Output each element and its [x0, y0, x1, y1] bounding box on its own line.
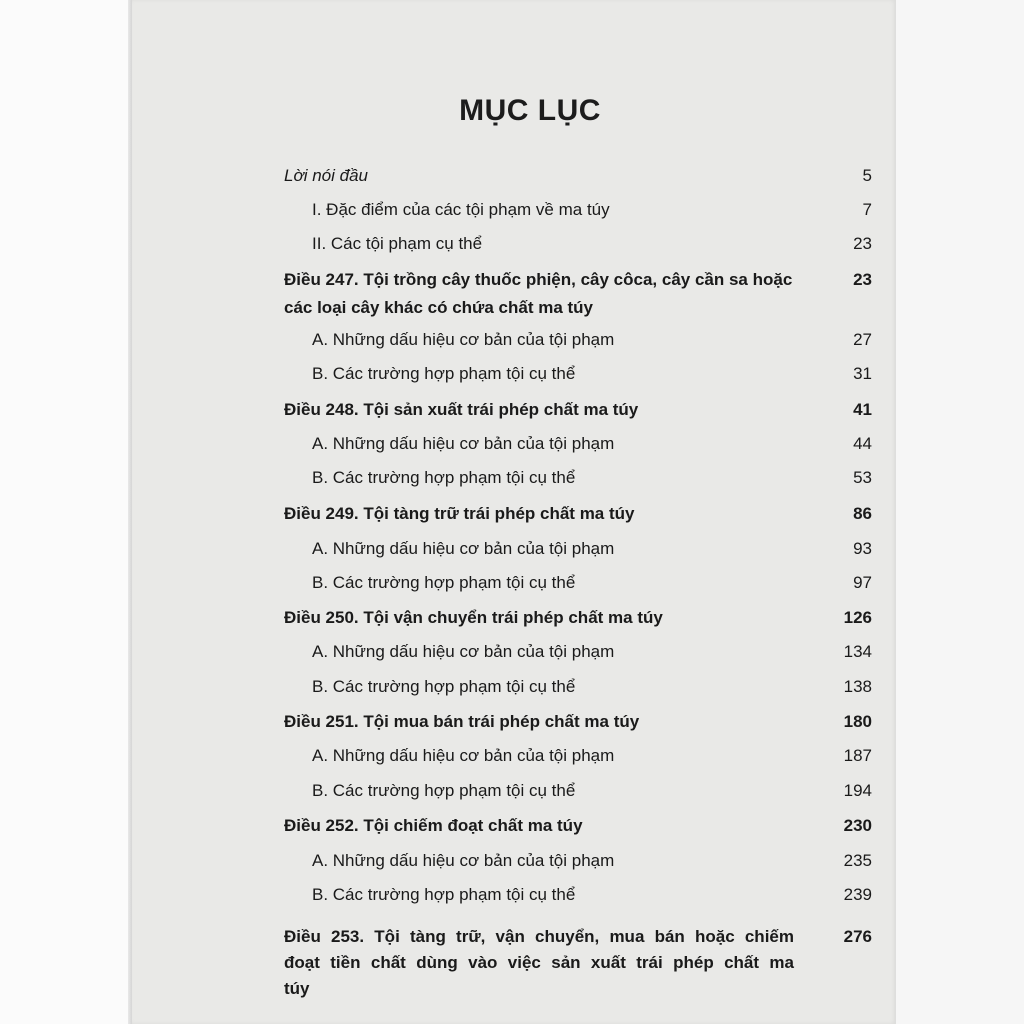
toc-entry-label: B. Các trường hợp phạm tội cụ thể — [312, 364, 576, 383]
toc-entry-page: 134 — [843, 642, 872, 661]
toc-article-page: 23 — [853, 270, 872, 289]
toc-article — [284, 266, 872, 322]
toc-article-label: Điều 252. Tội chiếm đoạt chất ma túy — [284, 816, 583, 835]
toc-entry-label: A. Những dấu hiệu cơ bản của tội phạm — [312, 746, 615, 765]
toc-entry-page: 235 — [843, 851, 872, 870]
toc-entry-label: I. Đặc điểm của các tội phạm về ma túy — [312, 200, 610, 219]
toc-entry-label: B. Các trường hợp phạm tội cụ thể — [312, 885, 576, 904]
toc-entry-page: 239 — [843, 885, 872, 904]
toc-entry — [284, 362, 872, 386]
toc-article-label: Điều 249. Tội tàng trữ trái phép chất ma túy — [284, 504, 635, 523]
toc-entry-label: A. Những dấu hiệu cơ bản của tội phạm — [312, 330, 615, 349]
toc-article-page: 86 — [853, 504, 872, 523]
toc-article-label: Điều 247. Tội trồng cây thuốc phiện, cây côca, cây cần sa hoặc các loại cây khác có chứa chất ma túy — [284, 270, 793, 317]
toc-entry-page: 5 — [862, 166, 872, 185]
toc-entry-page: 27 — [853, 330, 872, 349]
toc-article-label: Điều 251. Tội mua bán trái phép chất ma túy — [284, 712, 640, 731]
toc-article-page: 276 — [843, 927, 872, 946]
toc-article — [284, 606, 872, 630]
toc-entry — [284, 432, 872, 456]
toc-article-page: 230 — [843, 816, 872, 835]
toc-article — [284, 814, 872, 838]
toc-entry-label: B. Các trường hợp phạm tội cụ thể — [312, 781, 576, 800]
background-right — [896, 0, 1024, 1024]
toc-entry-label: A. Những dấu hiệu cơ bản của tội phạm — [312, 434, 615, 453]
toc-entry — [284, 164, 872, 188]
toc-article-label: Điều 253. Tội tàng trữ, vận chuyển, mua bán hoặc chiếm đoạt tiền chất dùng vào việc sản xuất trái phép chất ma túy — [284, 927, 794, 998]
toc-entry-page: 23 — [853, 234, 872, 253]
facing-page-blank — [0, 0, 130, 1024]
toc-entry-page: 31 — [853, 364, 872, 383]
toc-entry-label: B. Các trường hợp phạm tội cụ thể — [312, 573, 576, 592]
toc-entry-label: II. Các tội phạm cụ thể — [312, 234, 483, 253]
toc-entry-page: 44 — [853, 434, 872, 453]
toc-entry-page: 138 — [843, 677, 872, 696]
toc-entry — [284, 328, 872, 352]
toc-entry — [284, 232, 872, 256]
toc-entry-page: 7 — [862, 200, 872, 219]
toc-entry — [284, 779, 872, 803]
toc-entry-page: 93 — [853, 539, 872, 558]
toc-entry-page: 194 — [843, 781, 872, 800]
toc-article-page: 126 — [843, 608, 872, 627]
toc-entry-label: A. Những dấu hiệu cơ bản của tội phạm — [312, 539, 615, 558]
toc-entry — [284, 883, 872, 907]
toc-article-label: Điều 250. Tội vận chuyển trái phép chất ma túy — [284, 608, 663, 627]
toc-entry-label: B. Các trường hợp phạm tội cụ thể — [312, 677, 576, 696]
toc-article — [284, 924, 872, 1002]
toc-article — [284, 710, 872, 734]
toc-entry — [284, 198, 872, 222]
toc-entry-label: A. Những dấu hiệu cơ bản của tội phạm — [312, 851, 615, 870]
toc-entry-page: 187 — [843, 746, 872, 765]
toc-article-page: 180 — [843, 712, 872, 731]
toc-article-page: 41 — [853, 400, 872, 419]
toc-entry — [284, 849, 872, 873]
toc-article — [284, 398, 872, 422]
toc-entry-label: B. Các trường hợp phạm tội cụ thể — [312, 468, 576, 487]
toc-article — [284, 502, 872, 526]
toc-entry — [284, 744, 872, 768]
toc-entry-label: Lời nói đầu — [284, 166, 369, 185]
toc-entry — [284, 640, 872, 664]
page-title: MỤC LỤC — [459, 94, 601, 127]
toc-entry — [284, 571, 872, 595]
toc-article-label: Điều 248. Tội sản xuất trái phép chất ma túy — [284, 400, 639, 419]
toc-entry-page: 53 — [853, 468, 872, 487]
toc-entry — [284, 675, 872, 699]
toc-entry — [284, 466, 872, 490]
toc-entry-label: A. Những dấu hiệu cơ bản của tội phạm — [312, 642, 615, 661]
toc-entry-page: 97 — [853, 573, 872, 592]
toc-entry — [284, 537, 872, 561]
